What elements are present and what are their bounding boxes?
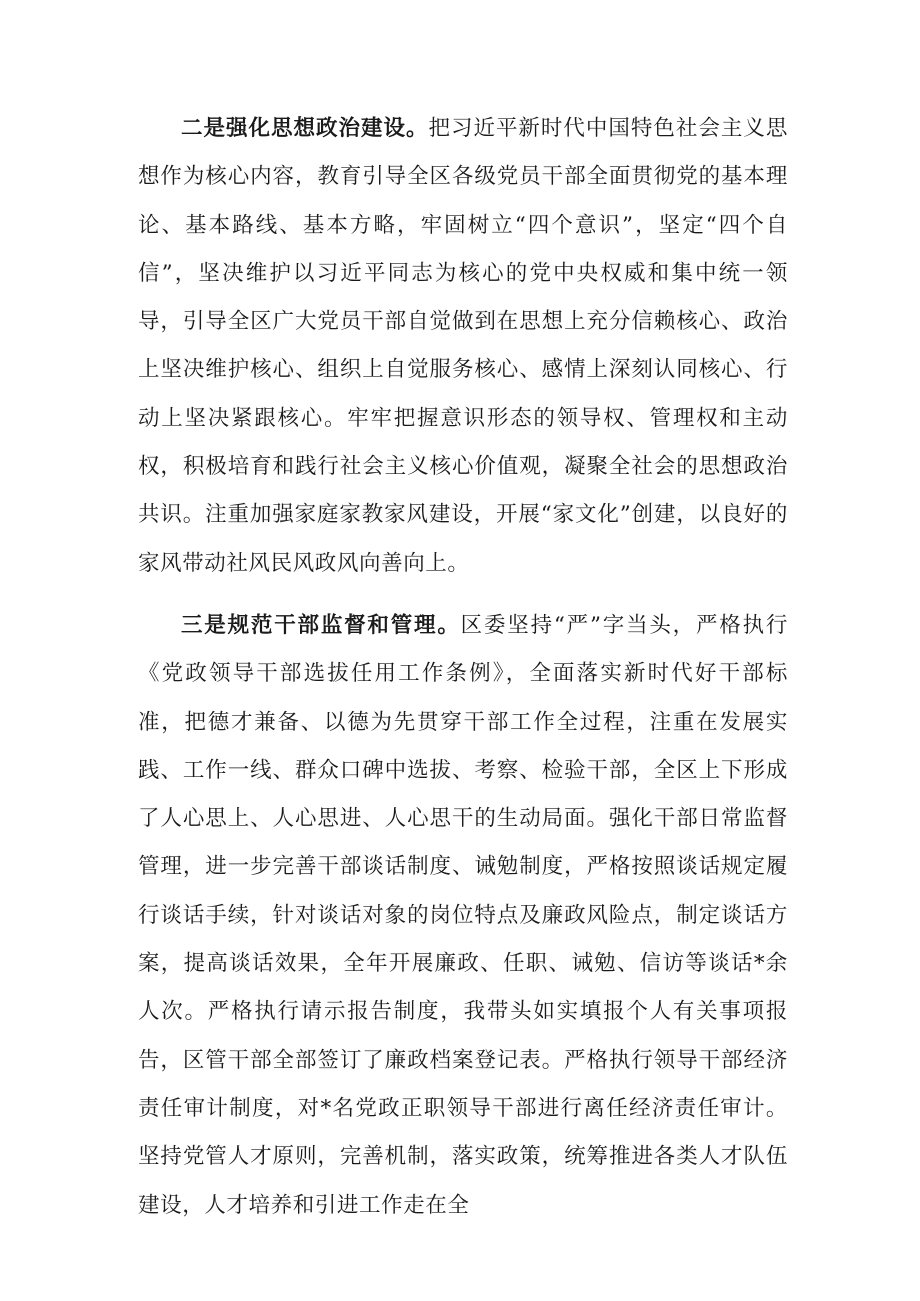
paragraph-cadre-supervision	[138, 602, 788, 1230]
paragraph-ideological-building	[138, 105, 788, 588]
paragraph-lead: 二是强化思想政治建设。	[181, 116, 429, 141]
paragraph-body: 把习近平新时代中国特色社会主义思想作为核心内容，教育引导全区各级党员干部全面贯彻党的基本理论、基本路线、基本方略，牢固树立“四个意识”，坚定“四个自信”，坚决维护以习近平同志为核心的党中央权威和集中统一领导，引导全区广大党员干部自觉做到在思想上充分信赖核心、政治上坚决维护核心、组织上自觉服务核心、感情上深刻认同核心、行动上坚决紧跟核心。牢牢把握意识形态的领导权、管理权和主动权，积极培育和践行社会主义核心价值观，凝聚全社会的思想政治共识。注重加强家庭家教家风建设，开展“家文化”创建，以良好的家风带动社风民风政风向善向上。	[138, 116, 788, 576]
paragraph-body: 区委坚持“严”字当头，严格执行《党政领导干部选拔任用工作条例》，全面落实新时代好干部标准，把德才兼备、以德为先贯穿干部工作全过程，注重在发展实践、工作一线、群众口碑中选拔、考察、检验干部，全区上下形成了人心思上、人心思进、人心思干的生动局面。强化干部日常监督管理，进一步完善干部谈话制度、诫勉制度，严格按照谈话规定履行谈话手续，针对谈话对象的岗位特点及廉政风险点，制定谈话方案，提高谈话效果，全年开展廉政、任职、诫勉、信访等谈话*余人次。严格执行请示报告制度，我带头如实填报个人有关事项报告，区管干部全部签订了廉政档案登记表。严格执行领导干部经济责任审计制度，对*名党政正职领导干部进行离任经济责任审计。坚持党管人才原则，完善机制，落实政策，统筹推进各类人才队伍建设，人才培养和引进工作走在全	[138, 612, 789, 1218]
document-page	[138, 105, 788, 1230]
paragraph-lead: 三是规范干部监督和管理。	[181, 612, 461, 638]
